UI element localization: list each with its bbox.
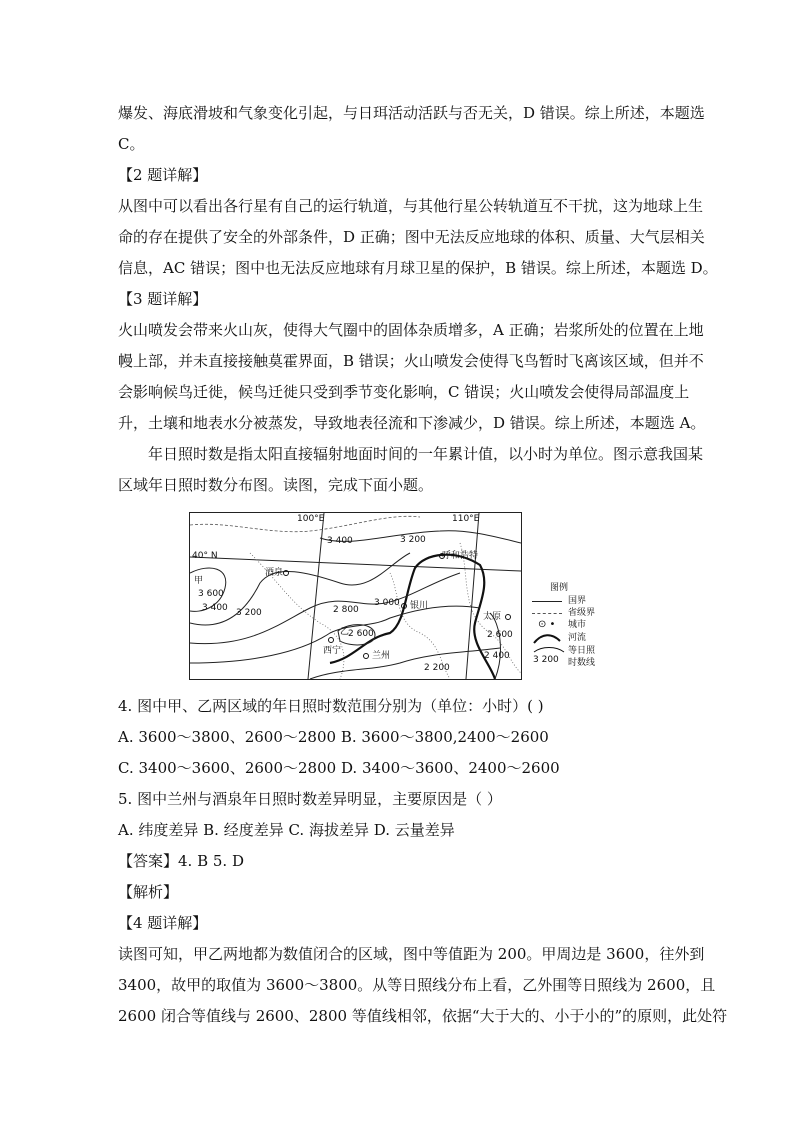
city-symbol-icon: ⊙ • bbox=[538, 619, 556, 630]
map-label: 乙 bbox=[340, 627, 350, 637]
map-label: 110°E bbox=[452, 514, 480, 524]
question-5: 5. 图中兰州与酒泉年日照时数差异明显，主要原因是（ ） bbox=[118, 790, 502, 808]
legend-row bbox=[530, 646, 640, 672]
national-border-symbol bbox=[532, 601, 562, 602]
map-label: 3 200 bbox=[236, 608, 262, 618]
map-legend bbox=[530, 583, 640, 678]
map-label: 2 600 bbox=[487, 630, 513, 640]
legend-label: 河流 bbox=[568, 633, 587, 643]
legend-row bbox=[530, 620, 640, 632]
option-line: A. 3600～3800、2600～2800 B. 3600～3800,2400～2600 bbox=[118, 728, 549, 746]
map-label: 2 600 bbox=[348, 629, 374, 639]
sunshine-map bbox=[189, 512, 522, 680]
text-line: 会影响候鸟迁徙，候鸟迁徙只受到季节变化影响，C 错误；火山喷发会使得局部温度上 bbox=[118, 383, 690, 401]
map-label: 呼和浩特 bbox=[442, 551, 479, 561]
legend-label: 等日照 bbox=[568, 646, 596, 656]
map-label: 2 200 bbox=[424, 663, 450, 673]
text-line: 2600 闭合等值线与 2600、2800 等值线相邻，依据“大于大的、小于小的”的原则，此处符 bbox=[118, 1007, 728, 1025]
question-4: 4. 图中甲、乙两区域的年日照时数范围分别为（单位：小时）( ) bbox=[118, 697, 544, 715]
legend-label: 城市 bbox=[568, 620, 587, 630]
legend-title: 图例 bbox=[550, 583, 569, 593]
section-heading: 【3 题详解】 bbox=[118, 290, 208, 308]
text-line: 区域年日照时数分布图。读图，完成下面小题。 bbox=[118, 476, 434, 494]
text-line: 命的存在提供了安全的外部条件，D 正确；图中无法反应地球的体积、质量、大气层相关 bbox=[118, 228, 705, 246]
option-line: A. 纬度差异 B. 经度差异 C. 海拔差异 D. 云量差异 bbox=[118, 821, 455, 839]
map-label: 兰州 bbox=[372, 651, 391, 661]
river bbox=[330, 555, 495, 679]
answer-line: 【答案】4. B 5. D bbox=[118, 852, 244, 870]
map-label: 3 400 bbox=[202, 603, 228, 613]
map-label: 100°E bbox=[297, 514, 325, 524]
meridian-100e bbox=[308, 513, 324, 679]
text-line: 读图可知，甲乙两地都为数值闭合的区域，图中等值距为 200。甲周边是 3600，往外到 bbox=[118, 945, 705, 963]
text-line: 幔上部，并未直接接触莫霍界面，B 错误；火山喷发会使得飞鸟暂时飞离该区域，但并不 bbox=[118, 352, 704, 370]
section-heading: 【2 题详解】 bbox=[118, 166, 208, 184]
section-heading: 【解析】 bbox=[118, 883, 179, 901]
map-label: 3 200 bbox=[400, 535, 426, 545]
text-line: 从图中可以看出各行星有自己的运行轨道，与其他行星公转轨道互不干扰，这为地球上生 bbox=[118, 197, 704, 215]
option-line: C. 3400～3600、2600～2800 D. 3400～3600、2400～2600 bbox=[118, 759, 560, 777]
map-label: 3 600 bbox=[198, 589, 224, 599]
text-line: 爆发、海底滑坡和气象变化引起，与日珥活动活跃与否无关，D 错误。综上所述，本题选 bbox=[118, 104, 705, 122]
text-line: C。 bbox=[118, 135, 145, 153]
city-lanzhou bbox=[364, 654, 369, 659]
text-line: 信息，AC 错误；图中也无法反应地球有月球卫星的保护，B 错误。综上所述，本题选 D。 bbox=[118, 259, 718, 277]
city-taiyuan bbox=[506, 615, 511, 620]
legend-row bbox=[530, 596, 640, 608]
text-line: 火山喷发会带来火山灰，使得大气圈中的固体杂质增多，A 正确；岩浆所处的位置在上地 bbox=[118, 321, 704, 339]
text-line: 升，土壤和地表水分被蒸发，导致地表径流和下渗减少，D 错误。综上所述，本题选 A。 bbox=[118, 414, 706, 432]
map-label: 2 400 bbox=[484, 651, 510, 661]
map-label: 太原 bbox=[483, 612, 502, 622]
map-label: 银川 bbox=[410, 601, 429, 611]
section-heading: 【4 题详解】 bbox=[118, 914, 208, 932]
text-line: 年日照时数是指太阳直接辐射地面时间的一年累计值，以小时为单位。图示意我国某 bbox=[148, 445, 704, 463]
map-label: 40° N bbox=[192, 551, 218, 561]
legend-label: 省级界 bbox=[568, 608, 596, 618]
map-label: 酒泉 bbox=[265, 568, 284, 578]
map-label: 2 800 bbox=[333, 605, 359, 615]
legend-label: 国界 bbox=[568, 596, 587, 606]
legend-row bbox=[530, 633, 640, 645]
legend-title-row bbox=[530, 583, 640, 595]
river-symbol-icon bbox=[532, 633, 562, 645]
map-label: 3 000 bbox=[374, 598, 400, 608]
province-border-symbol bbox=[532, 613, 562, 614]
map-label: 3 400 bbox=[327, 536, 353, 546]
meridian-110e bbox=[466, 513, 479, 679]
map-label: 甲 bbox=[194, 576, 204, 586]
legend-isoline-value: 3 200 bbox=[533, 655, 559, 665]
map-label: 西宁 bbox=[323, 646, 342, 656]
map-graphics bbox=[190, 513, 521, 679]
legend-label: 时数线 bbox=[568, 658, 596, 668]
text-line: 3400，故甲的取值为 3600～3800。从等日照线分布上看，乙外围等日照线为 2600，且 bbox=[118, 976, 716, 994]
city-xining bbox=[329, 638, 334, 643]
